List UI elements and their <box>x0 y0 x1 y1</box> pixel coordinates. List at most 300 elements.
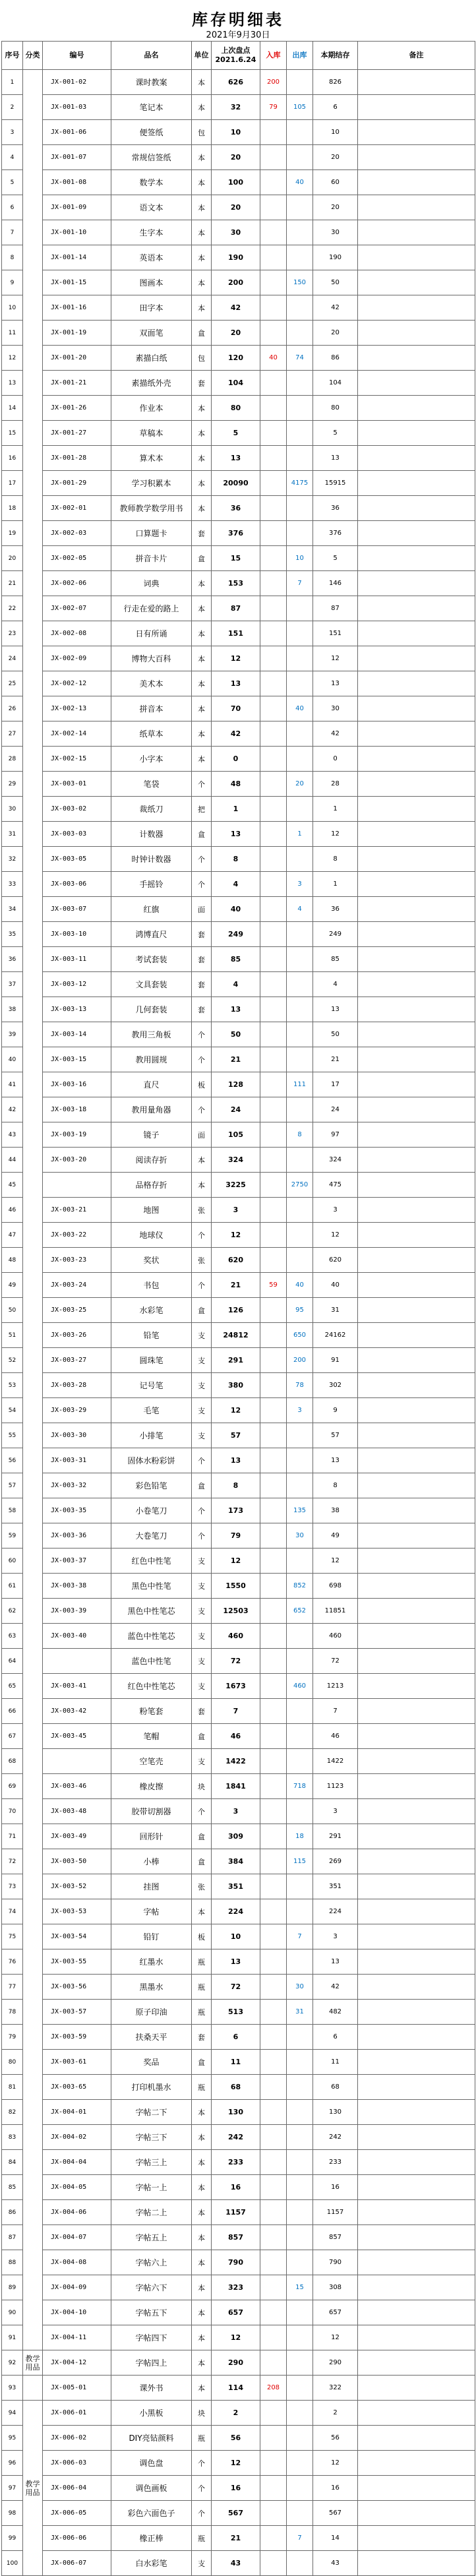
row-unit: 本 <box>192 245 212 270</box>
row-out <box>287 220 313 245</box>
row-prev-count: 10 <box>212 1924 260 1949</box>
row-code: JX-003-46 <box>43 1774 111 1799</box>
row-seq: 79 <box>2 2025 23 2050</box>
table-row <box>2 2075 475 2100</box>
row-out <box>287 396 313 421</box>
table-row <box>2 2100 475 2125</box>
row-unit: 个 <box>192 1498 212 1523</box>
row-name: 黑墨水 <box>111 1975 192 2000</box>
row-out <box>287 321 313 346</box>
row-seq: 32 <box>2 847 23 872</box>
row-code: JX-003-30 <box>43 1423 111 1448</box>
row-code: JX-003-02 <box>43 797 111 822</box>
table-row <box>2 1624 475 1649</box>
row-in <box>260 270 287 295</box>
table-row <box>2 1824 475 1849</box>
row-out <box>287 2075 313 2100</box>
row-current: 85 <box>313 947 358 972</box>
row-code: JX-003-25 <box>43 1298 111 1323</box>
row-remark <box>358 897 475 922</box>
row-in <box>260 245 287 270</box>
table-row <box>2 1473 475 1498</box>
row-out: 460 <box>287 1674 313 1699</box>
row-unit: 瓶 <box>192 1975 212 2000</box>
row-prev-count: 126 <box>212 1298 260 1323</box>
row-seq: 1 <box>2 70 23 95</box>
row-unit: 盒 <box>192 2050 212 2075</box>
row-name: 彩色铅笔 <box>111 1473 192 1498</box>
row-out <box>287 2250 313 2275</box>
row-seq: 25 <box>2 671 23 696</box>
row-current: 12 <box>313 646 358 671</box>
row-remark <box>358 245 475 270</box>
row-current: 30 <box>313 220 358 245</box>
row-in <box>260 897 287 922</box>
row-remark <box>358 997 475 1022</box>
row-in <box>260 1423 287 1448</box>
row-seq: 61 <box>2 1574 23 1599</box>
row-seq: 56 <box>2 1448 23 1473</box>
row-in <box>260 2476 287 2501</box>
row-current: 104 <box>313 371 358 396</box>
table-row <box>2 346 475 371</box>
row-current: 291 <box>313 1824 358 1849</box>
row-prev-count: 1157 <box>212 2200 260 2225</box>
row-in <box>260 2025 287 2050</box>
row-out <box>287 1248 313 1273</box>
row-current: 12 <box>313 2451 358 2476</box>
row-out <box>287 596 313 621</box>
row-prev-count: 20090 <box>212 471 260 496</box>
row-out: 10 <box>287 546 313 571</box>
row-name: 字帖四上 <box>111 2350 192 2376</box>
row-remark <box>358 947 475 972</box>
row-name: 地球仪 <box>111 1223 192 1248</box>
row-code <box>43 1649 111 1674</box>
table-row <box>2 1173 475 1198</box>
row-out <box>287 2050 313 2075</box>
row-out <box>287 2200 313 2225</box>
row-prev-count: 5 <box>212 421 260 446</box>
table-row <box>2 1072 475 1097</box>
row-code: JX-004-12 <box>43 2350 111 2376</box>
table-row <box>2 421 475 446</box>
row-unit: 本 <box>192 621 212 646</box>
row-out: 7 <box>287 1924 313 1949</box>
row-code: JX-006-05 <box>43 2501 111 2526</box>
row-name: 圆珠笔 <box>111 1348 192 1373</box>
row-prev-count: 13 <box>212 822 260 847</box>
inventory-table <box>1 41 475 2576</box>
row-remark <box>358 2426 475 2451</box>
row-unit: 本 <box>192 95 212 120</box>
table-row <box>2 2300 475 2325</box>
row-name: 黑色中性笔芯 <box>111 1599 192 1624</box>
row-prev-count: 242 <box>212 2125 260 2150</box>
row-prev-count: 324 <box>212 1148 260 1173</box>
table-row <box>2 1849 475 1874</box>
row-current: 13 <box>313 671 358 696</box>
row-in <box>260 2225 287 2250</box>
row-in <box>260 2300 287 2325</box>
row-seq: 91 <box>2 2325 23 2350</box>
row-unit: 本 <box>192 2150 212 2175</box>
table-row <box>2 1223 475 1248</box>
row-in <box>260 321 287 346</box>
table-row <box>2 797 475 822</box>
row-out: 652 <box>287 1599 313 1624</box>
header-seq: 序号 <box>2 42 23 70</box>
row-prev-count: 290 <box>212 2350 260 2376</box>
row-in <box>260 997 287 1022</box>
row-in <box>260 922 287 947</box>
row-seq: 75 <box>2 1924 23 1949</box>
row-unit: 支 <box>192 1574 212 1599</box>
row-seq: 10 <box>2 295 23 321</box>
row-prev-count: 16 <box>212 2476 260 2501</box>
row-current: 190 <box>313 245 358 270</box>
row-current: 46 <box>313 1724 358 1749</box>
row-prev-count: 46 <box>212 1724 260 1749</box>
row-prev-count: 104 <box>212 371 260 396</box>
table-row <box>2 1273 475 1298</box>
table-row <box>2 546 475 571</box>
row-in <box>260 2350 287 2376</box>
row-out: 135 <box>287 1498 313 1523</box>
row-prev-count: 12503 <box>212 1599 260 1624</box>
row-in <box>260 1148 287 1173</box>
row-seq: 82 <box>2 2100 23 2125</box>
row-remark <box>358 1549 475 1574</box>
row-current: 13 <box>313 1448 358 1473</box>
table-row <box>2 120 475 145</box>
row-prev-count: 620 <box>212 1248 260 1273</box>
row-code <box>43 1749 111 1774</box>
row-current: 1 <box>313 872 358 897</box>
row-code: JX-001-21 <box>43 371 111 396</box>
table-row <box>2 1874 475 1899</box>
table-row <box>2 1348 475 1373</box>
row-unit: 个 <box>192 872 212 897</box>
row-unit: 个 <box>192 1047 212 1072</box>
row-name: 文具套装 <box>111 972 192 997</box>
row-unit: 盒 <box>192 1298 212 1323</box>
row-unit: 块 <box>192 2401 212 2426</box>
table-row <box>2 2250 475 2275</box>
row-current: 1123 <box>313 1774 358 1799</box>
row-out <box>287 2451 313 2476</box>
table-row <box>2 2501 475 2526</box>
row-name: 字帖三上 <box>111 2150 192 2175</box>
row-current: 28 <box>313 772 358 797</box>
row-in: 79 <box>260 95 287 120</box>
table-row <box>2 2225 475 2250</box>
row-name: 小棒 <box>111 1849 192 1874</box>
row-unit: 本 <box>192 145 212 170</box>
row-in <box>260 1799 287 1824</box>
table-row <box>2 1097 475 1122</box>
row-prev-count: 8 <box>212 847 260 872</box>
row-unit: 支 <box>192 1348 212 1373</box>
row-current: 475 <box>313 1173 358 1198</box>
row-code: JX-003-52 <box>43 1874 111 1899</box>
table-row <box>2 1649 475 1674</box>
table-row <box>2 2350 475 2376</box>
row-code: JX-003-29 <box>43 1398 111 1423</box>
row-seq: 22 <box>2 596 23 621</box>
table-row <box>2 2526 475 2551</box>
row-out <box>287 972 313 997</box>
row-current: 460 <box>313 1624 358 1649</box>
row-name: 镜子 <box>111 1122 192 1148</box>
row-code: JX-003-22 <box>43 1223 111 1248</box>
row-name: 行走在爱的路上 <box>111 596 192 621</box>
row-seq: 41 <box>2 1072 23 1097</box>
row-code: JX-001-03 <box>43 95 111 120</box>
row-remark <box>358 1749 475 1774</box>
row-out <box>287 2125 313 2150</box>
table-row <box>2 2426 475 2451</box>
row-out: 111 <box>287 1072 313 1097</box>
row-name: 小卷笔刀 <box>111 1498 192 1523</box>
row-prev-count: 57 <box>212 1423 260 1448</box>
row-name: 便签纸 <box>111 120 192 145</box>
row-current: 57 <box>313 1423 358 1448</box>
row-in <box>260 2150 287 2175</box>
row-out <box>287 2551 313 2576</box>
row-in <box>260 1022 287 1047</box>
row-code: JX-003-15 <box>43 1047 111 1072</box>
row-current: 36 <box>313 897 358 922</box>
row-prev-count: 87 <box>212 596 260 621</box>
row-code: JX-001-08 <box>43 170 111 195</box>
report-date: 2021年9月30日 <box>206 30 270 40</box>
row-out: 7 <box>287 571 313 596</box>
row-name: 教用圆规 <box>111 1047 192 1072</box>
row-remark <box>358 972 475 997</box>
row-unit: 盒 <box>192 1724 212 1749</box>
row-seq: 81 <box>2 2075 23 2100</box>
row-unit: 本 <box>192 696 212 721</box>
row-remark <box>358 295 475 321</box>
row-current: 790 <box>313 2250 358 2275</box>
row-name: 常规信签纸 <box>111 145 192 170</box>
row-code: JX-004-11 <box>43 2325 111 2350</box>
row-in <box>260 1473 287 1498</box>
row-name: 直尺 <box>111 1072 192 1097</box>
row-current: 290 <box>313 2350 358 2376</box>
row-code: JX-003-56 <box>43 1975 111 2000</box>
row-seq: 62 <box>2 1599 23 1624</box>
row-current: 249 <box>313 922 358 947</box>
row-name: 笔记本 <box>111 95 192 120</box>
row-remark <box>358 696 475 721</box>
row-seq: 92 <box>2 2350 23 2376</box>
row-in <box>260 1523 287 1549</box>
row-in <box>260 1549 287 1574</box>
row-name: 字帖 <box>111 1899 192 1924</box>
row-prev-count: 48 <box>212 772 260 797</box>
row-code: JX-004-09 <box>43 2275 111 2300</box>
row-name: 阅读存折 <box>111 1148 192 1173</box>
row-current: 87 <box>313 596 358 621</box>
row-seq: 14 <box>2 396 23 421</box>
row-in <box>260 471 287 496</box>
row-unit: 个 <box>192 2501 212 2526</box>
row-in <box>260 521 287 546</box>
row-prev-count: 72 <box>212 1975 260 2000</box>
row-name: 小排笔 <box>111 1423 192 1448</box>
row-unit: 套 <box>192 972 212 997</box>
row-seq: 45 <box>2 1173 23 1198</box>
row-prev-count: 4 <box>212 872 260 897</box>
row-code: JX-003-20 <box>43 1148 111 1173</box>
row-code: JX-003-32 <box>43 1473 111 1498</box>
row-code: JX-002-03 <box>43 521 111 546</box>
row-in <box>260 1448 287 1473</box>
row-remark <box>358 2225 475 2250</box>
row-name: 纸草本 <box>111 721 192 747</box>
row-prev-count: 79 <box>212 1523 260 1549</box>
row-remark <box>358 1047 475 1072</box>
row-code: JX-004-10 <box>43 2300 111 2325</box>
row-prev-count: 80 <box>212 396 260 421</box>
row-name: 教用量角器 <box>111 1097 192 1122</box>
table-row <box>2 2150 475 2175</box>
row-name: 字帖二上 <box>111 2200 192 2225</box>
row-in <box>260 2451 287 2476</box>
row-remark <box>358 1448 475 1473</box>
row-name: 裁纸刀 <box>111 797 192 822</box>
row-unit: 套 <box>192 947 212 972</box>
row-unit: 套 <box>192 922 212 947</box>
row-name: 小黑板 <box>111 2401 192 2426</box>
row-name: 调色盘 <box>111 2451 192 2476</box>
table-row <box>2 2451 475 2476</box>
row-unit: 包 <box>192 346 212 371</box>
row-seq: 20 <box>2 546 23 571</box>
row-unit: 个 <box>192 2451 212 2476</box>
row-current: 12 <box>313 2325 358 2350</box>
row-unit: 个 <box>192 1223 212 1248</box>
row-name: 生字本 <box>111 220 192 245</box>
row-code: JX-003-57 <box>43 2000 111 2025</box>
row-code: JX-003-23 <box>43 1248 111 1273</box>
row-name: 口算题卡 <box>111 521 192 546</box>
row-name: 美术本 <box>111 671 192 696</box>
table-row <box>2 170 475 195</box>
row-remark <box>358 671 475 696</box>
row-prev-count: 21 <box>212 1047 260 1072</box>
row-remark <box>358 1148 475 1173</box>
row-name: 时钟计数器 <box>111 847 192 872</box>
row-seq: 53 <box>2 1373 23 1398</box>
row-remark <box>358 1924 475 1949</box>
row-current: 7 <box>313 1699 358 1724</box>
table-row <box>2 997 475 1022</box>
row-out: 20 <box>287 772 313 797</box>
row-out <box>287 145 313 170</box>
row-name: 字帖五下 <box>111 2300 192 2325</box>
row-seq: 37 <box>2 972 23 997</box>
row-remark <box>358 2200 475 2225</box>
row-name: 书包 <box>111 1273 192 1298</box>
row-prev-count: 12 <box>212 646 260 671</box>
row-current: 20 <box>313 195 358 220</box>
row-current: 80 <box>313 396 358 421</box>
row-seq: 43 <box>2 1122 23 1148</box>
row-code: JX-002-05 <box>43 546 111 571</box>
row-seq: 26 <box>2 696 23 721</box>
row-current: 698 <box>313 1574 358 1599</box>
row-in <box>260 1398 287 1423</box>
row-in <box>260 2275 287 2300</box>
row-out: 78 <box>287 1373 313 1398</box>
row-out <box>287 721 313 747</box>
row-out: 30 <box>287 1975 313 2000</box>
row-prev-count: 1841 <box>212 1774 260 1799</box>
row-in <box>260 1874 287 1899</box>
table-row <box>2 2376 475 2401</box>
row-name: 教师教学数学用书 <box>111 496 192 521</box>
row-current: 20 <box>313 145 358 170</box>
row-code: JX-001-02 <box>43 70 111 95</box>
table-row <box>2 1599 475 1624</box>
row-remark <box>358 872 475 897</box>
row-out <box>287 1899 313 1924</box>
row-out <box>287 1749 313 1774</box>
row-unit: 支 <box>192 1624 212 1649</box>
row-unit: 个 <box>192 1022 212 1047</box>
row-remark <box>358 2000 475 2025</box>
row-seq: 38 <box>2 997 23 1022</box>
row-prev-count: 7 <box>212 1699 260 1724</box>
row-seq: 50 <box>2 1298 23 1323</box>
table-row <box>2 1699 475 1724</box>
row-in: 40 <box>260 346 287 371</box>
row-seq: 51 <box>2 1323 23 1348</box>
row-code: JX-003-35 <box>43 1498 111 1523</box>
row-out: 105 <box>287 95 313 120</box>
row-code: JX-003-55 <box>43 1949 111 1975</box>
table-row <box>2 872 475 897</box>
row-current: 3 <box>313 1799 358 1824</box>
table-row <box>2 1949 475 1975</box>
row-seq: 80 <box>2 2050 23 2075</box>
row-current: 11851 <box>313 1599 358 1624</box>
table-row <box>2 1423 475 1448</box>
row-prev-count: 30 <box>212 220 260 245</box>
row-out: 2750 <box>287 1173 313 1198</box>
row-code: JX-003-36 <box>43 1523 111 1549</box>
row-seq: 18 <box>2 496 23 521</box>
row-code: JX-002-09 <box>43 646 111 671</box>
row-out <box>287 120 313 145</box>
row-current: 56 <box>313 2426 358 2451</box>
row-remark <box>358 922 475 947</box>
row-unit: 包 <box>192 120 212 145</box>
row-remark <box>358 1173 475 1198</box>
row-in <box>260 596 287 621</box>
row-in <box>260 1072 287 1097</box>
row-remark <box>358 421 475 446</box>
row-unit: 支 <box>192 1649 212 1674</box>
row-remark <box>358 120 475 145</box>
row-out: 115 <box>287 1849 313 1874</box>
row-in <box>260 496 287 521</box>
row-prev-count: 626 <box>212 70 260 95</box>
row-in <box>260 1498 287 1523</box>
